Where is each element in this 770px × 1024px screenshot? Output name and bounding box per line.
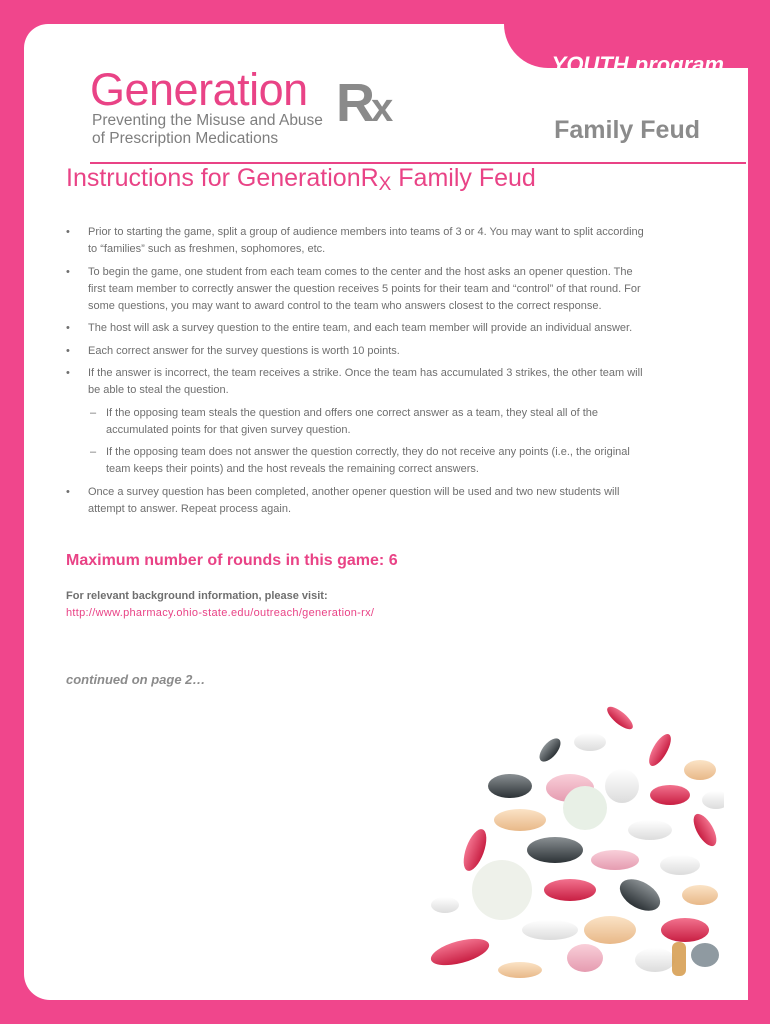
tagline-line-2: of Prescription Medications	[92, 130, 279, 147]
list-item: • Once a survey question has been completed, another opener question will be used and two new students will attempt to answer. Repeat process again.	[66, 484, 646, 518]
instructions-heading	[66, 164, 536, 196]
logo-word: Generation	[90, 64, 308, 115]
pills-illustration	[400, 690, 724, 980]
list-item: • To begin the game, one student from each team comes to the center and the host asks an opener question. The first team member to correctly answer the question receives 5 points for their team and “control” of that round. For some questions, you may want to award control to the team who answers closest to the correct response.	[66, 264, 646, 315]
background-info-label: For relevant background information, please visit:	[66, 590, 328, 602]
heading-sub: X	[378, 174, 392, 195]
list-item: • Prior to starting the game, split a group of audience members into teams of 3 or 4. You may want to split according to “families” such as freshmen, sophomores, etc.	[66, 224, 646, 258]
document-title: Family Feud	[554, 116, 700, 144]
logo-rx-r: R	[336, 73, 371, 133]
heading-post: Family Feud	[391, 164, 536, 192]
instructions-list	[66, 224, 646, 523]
logo-rx-x: x	[371, 86, 390, 130]
list-item: • If the answer is incorrect, the team receives a strike. Once the team has accumulated 3 strikes, the other team will be able to steal the question.	[66, 365, 646, 399]
pill-pile	[428, 703, 724, 978]
generation-rx-logo	[90, 64, 410, 148]
program-label: YOUTH program	[551, 52, 724, 77]
background-info-link[interactable]: http://www.pharmacy.ohio-state.edu/outreach/generation-rx/	[66, 607, 375, 619]
sub-list-item: – If the opposing team does not answer the question correctly, they do not receive any points (i.e., the original team keeps their points) and the host reveals the remaining correct answers.	[66, 444, 646, 478]
max-rounds-text: Maximum number of rounds in this game: 6	[66, 552, 398, 569]
list-item: • Each correct answer for the survey questions is worth 10 points.	[66, 343, 646, 360]
logo-rx	[336, 72, 389, 134]
continued-note: continued on page 2…	[66, 672, 206, 687]
heading-pre: Instructions for GenerationR	[66, 164, 379, 192]
sub-list-item: – If the opposing team steals the question and offers one correct answer as a team, they steal all of the accumulated points for that given survey question.	[66, 405, 646, 439]
logo-tagline	[92, 112, 323, 148]
list-item: • The host will ask a survey question to the entire team, and each team member will provide an individual answer.	[66, 320, 646, 337]
tagline-line-1: Preventing the Misuse and Abuse	[92, 112, 323, 129]
